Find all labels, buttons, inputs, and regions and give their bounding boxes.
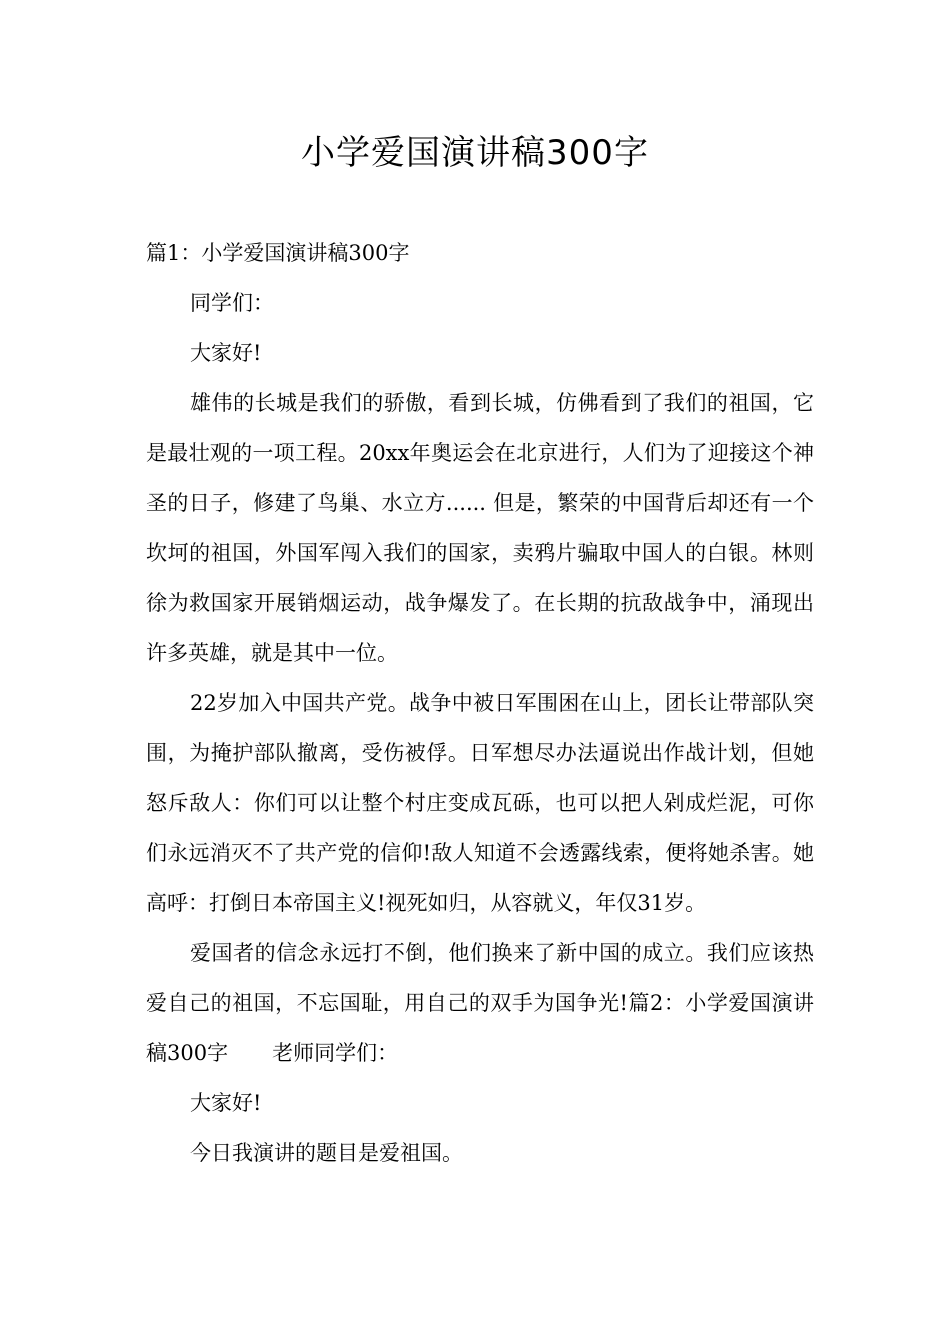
paragraph-topic: 今日我演讲的题目是爱祖国。 [190,1141,463,1165]
paragraph-greeting: 同学们： [190,291,274,315]
paragraph-hello-2: 大家好! [190,1091,262,1115]
section-heading: 篇1：小学爱国演讲稿300字 [146,241,410,265]
paragraph-conclusion-text: 爱国者的信念永远打不倒，他们换来了新中国的成立。我们应该热爱自己的祖国，不忘国耻，用自己的双手为国争光!篇2：小学爱国演讲稿300字 [146,941,814,1065]
paragraph-hero: 22岁加入中国共产党。战争中被日军围困在山上，团长让带部队突围，为掩护部队撤离，受伤被俘。日军想尽办法逼说出作战计划，但她怒斥敌人：你们可以让整个村庄变成瓦砾，也可以把人剁成烂泥，可你们永远消灭不了共产党的信仰!敌人知道不会透露线索，便将她杀害。她高呼：打倒日本帝国主义!视死如归，从容就义，年仅31岁。 [146,691,814,915]
paragraph-hello: 大家好! [190,341,262,365]
document-title: 小学爱国演讲稿300字 [301,133,649,173]
paragraph-great-wall: 雄伟的长城是我们的骄傲，看到长城，仿佛看到了我们的祖国，它是最壮观的一项工程。20xx年奥运会在北京进行，人们为了迎接这个神圣的日子，修建了鸟巢、水立方...... 但是，繁荣的中国背后却还有一个坎坷的祖国，外国军闯入我们的国家，卖鸦片骗取中国人的白银。林则徐为救国家开展销烟运动，战争爆发了。在长期的抗敌战争中，涌现出许多英雄，就是其中一位。 [146,391,814,665]
paragraph-section2-greeting: 老师同学们： [272,1041,399,1065]
document-body [146,228,814,1178]
paragraph-conclusion [146,928,814,1078]
